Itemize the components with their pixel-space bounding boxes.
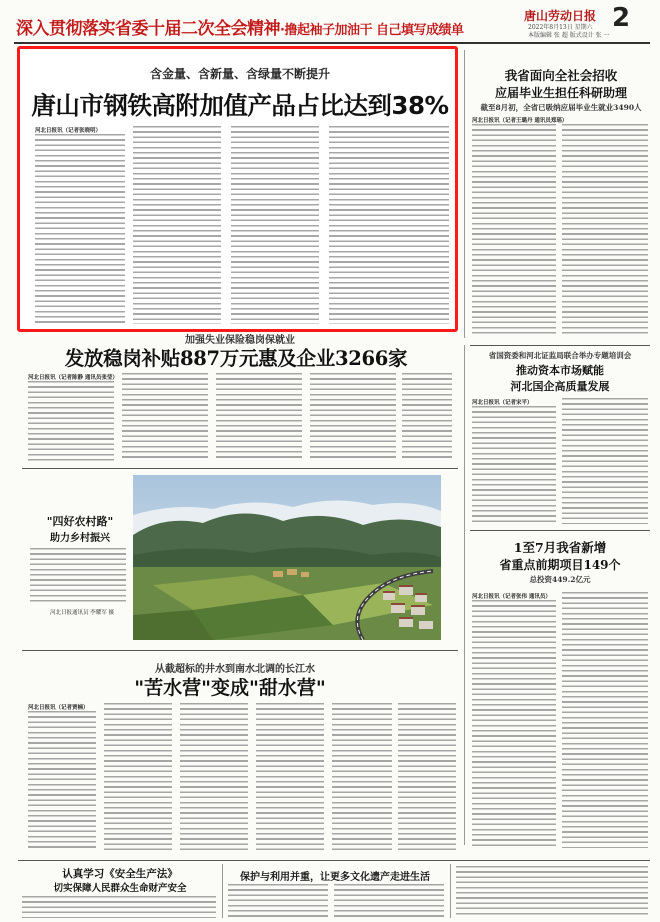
mid-right-byline: 河北日报讯（记者宋平） — [472, 400, 533, 406]
lead-text-col3 — [231, 126, 319, 324]
lead-text-col2 — [133, 126, 221, 324]
right-bottom-headline-1[interactable]: 1至7月我省新增 — [513, 540, 607, 555]
page-editors: 本版编辑 张 超 版式设计 张 一 — [528, 32, 610, 39]
lead-kicker: 含金量、含新量、含绿量不断提升 — [149, 67, 330, 81]
right-bottom-rule — [470, 530, 650, 531]
mid-right-kicker: 省国资委和河北证监局联合举办专题培训会 — [488, 351, 632, 360]
column-divider — [464, 50, 465, 338]
right-bottom-text-col2 — [562, 592, 648, 848]
right-top-text-col1 — [472, 124, 556, 334]
right-top-headline-1[interactable]: 我省面向全社会招收 — [504, 68, 618, 83]
mid-right-headline-1[interactable]: 推动资本市场赋能 — [516, 364, 604, 377]
page-number: 2 — [612, 3, 631, 33]
slogan-main: 深入贯彻落实省委十届二次全会精神 — [16, 19, 280, 39]
water-text-col1 — [28, 711, 96, 851]
photo-caption-title-1: "四好农村路" — [46, 515, 114, 528]
bottom-story1-text — [22, 896, 216, 918]
second-kicker: 加强失业保险稳岗保就业 — [185, 335, 295, 346]
header-rule — [14, 42, 650, 44]
photo-caption-title-2: 助力乡村振兴 — [50, 533, 110, 544]
second-text-col3 — [216, 373, 302, 461]
landscape-image — [133, 475, 441, 640]
bottom-divider-2 — [450, 864, 451, 918]
photo-rule-top — [22, 468, 458, 469]
second-byline: 河北日报讯（记者陈静 通讯员张莹） — [28, 375, 118, 381]
lead-text-col1 — [35, 134, 125, 324]
right-bottom-byline: 河北日报讯（记者张伟 通讯员） — [472, 594, 551, 600]
lead-headline[interactable]: 唐山市钢铁高附加值产品占比达到38% — [31, 91, 449, 120]
water-text-col4 — [256, 703, 324, 851]
water-byline: 河北日报讯（记者贾楠） — [28, 705, 89, 711]
water-text-col6 — [398, 703, 456, 851]
water-headline[interactable]: "苦水营"变成"甜水营" — [134, 677, 326, 699]
water-text-col3 — [180, 703, 248, 851]
second-text-col1 — [28, 381, 114, 461]
right-bottom-headline-2[interactable]: 省重点前期项目149个 — [499, 558, 621, 572]
mid-right-headline-2[interactable]: 河北国企高质量发展 — [510, 380, 610, 393]
lead-byline: 河北日报讯（记者张晓明） — [35, 128, 102, 134]
right-top-text-col2 — [562, 124, 648, 334]
second-text-col4 — [310, 373, 396, 461]
header-slogan — [16, 14, 463, 39]
right-bottom-text-col1 — [472, 600, 556, 848]
bottom-divider-1 — [222, 864, 223, 918]
second-text-col2 — [122, 373, 208, 461]
water-rule-top — [22, 650, 458, 651]
water-text-col5 — [332, 703, 392, 851]
right-bottom-subtitle: 总投资449.2亿元 — [529, 575, 591, 584]
second-headline[interactable]: 发放稳岗补贴887万元惠及企业3266家 — [64, 347, 408, 370]
bottom-rule — [18, 860, 650, 861]
lead-text-col4 — [329, 126, 449, 324]
mid-right-rule — [470, 345, 650, 346]
bottom-story2-headline[interactable]: 保护与利用并重，让更多文化遗产走进生活 — [240, 872, 430, 883]
page-date: 2022年8月13日 星期六 — [528, 24, 593, 31]
second-text-col5 — [402, 373, 452, 461]
bottom-story2-text-col1 — [228, 884, 328, 918]
water-kicker: 从截超标的井水到南水北调的长江水 — [155, 664, 315, 675]
village-road-photo — [133, 475, 441, 640]
mid-right-text-col1 — [472, 406, 556, 524]
slogan-sub: ·撸起袖子加油干 自己填写成绩单 — [280, 23, 464, 38]
bottom-story1-headline[interactable]: 认真学习《安全生产法》 — [62, 868, 178, 880]
right-top-headline-2[interactable]: 应届毕业生担任科研助理 — [494, 86, 627, 100]
bottom-story3-text — [456, 866, 648, 918]
column-divider-2 — [464, 345, 465, 845]
photo-caption-text — [30, 548, 126, 602]
right-top-subtitle: 截至8月初，全省已吸纳应届毕业生就业3490人 — [480, 103, 642, 112]
water-text-col2 — [104, 703, 172, 851]
right-top-byline: 河北日报讯（记者王璐丹 通讯员郑瑶） — [472, 118, 568, 124]
mid-right-text-col2 — [562, 398, 648, 524]
bottom-story1-subheadline[interactable]: 切实保障人民群众生命财产安全 — [53, 883, 187, 894]
photo-credit: 河北日报通讯员 李耀军 摄 — [50, 610, 114, 616]
paper-name: 唐山劳动日报 — [524, 9, 597, 23]
bottom-story2-text-col2 — [334, 884, 444, 918]
